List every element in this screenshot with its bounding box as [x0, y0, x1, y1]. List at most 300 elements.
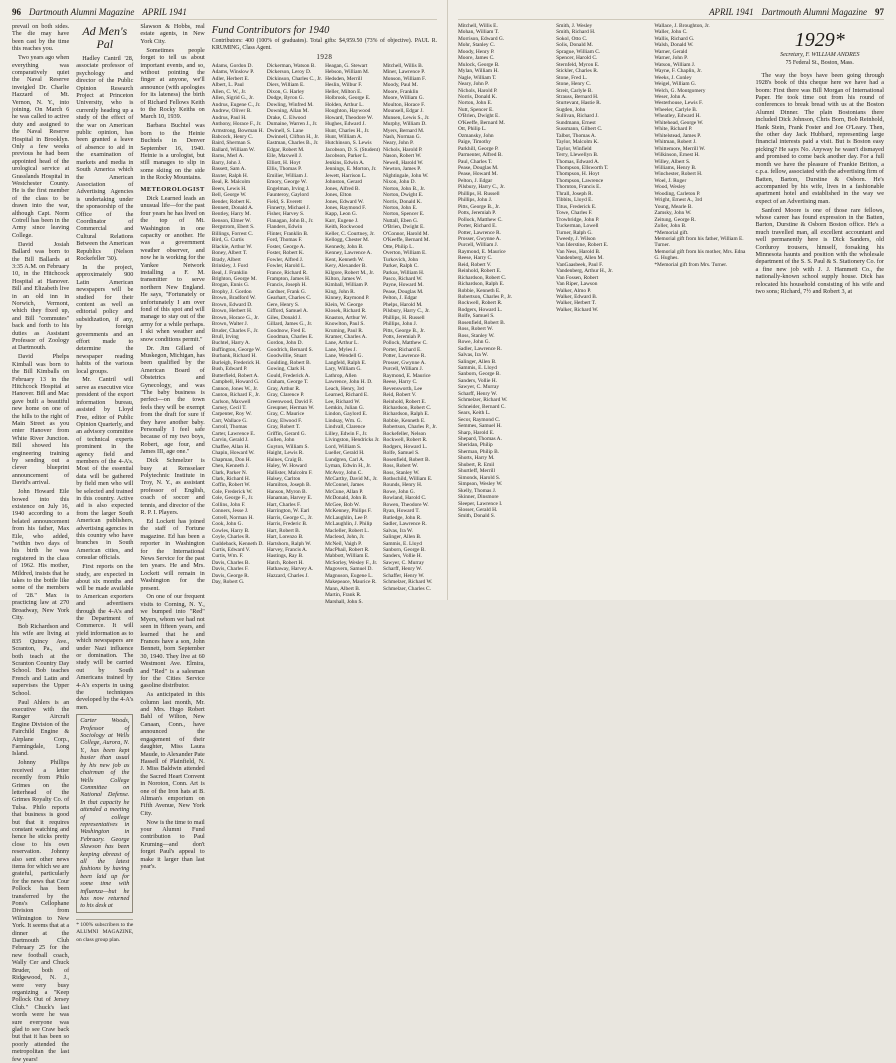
contributor-name: Lundgren, Carl A.: [325, 456, 365, 463]
contributor-name: Walker, Edward B.: [556, 294, 598, 301]
contributor-name: Skinner, Dinsmore: [458, 494, 499, 501]
contributor-name: McAvoy, John C.: [325, 469, 363, 476]
contributor-name: Heslin, Wilbur F.: [325, 82, 363, 89]
contributor-name: Hedsden, Merrill: [325, 75, 362, 82]
contributor-name: Taylor, Malcolm K.: [556, 139, 599, 146]
paragraph: Dick Learned leads an unusual life—for the past four years he has lived on the top of Mt. Washington in one capacity or another. He was a government weather observer, and now he is working for the Yankee Network installing a F. M. transmitter to serve northern New England. He says, "Fortunately or unfortunately I am over fond of this spot and will manage to stay out of the army for a while perhaps. I ski when weather and snow conditions permit.": [140, 194, 205, 343]
paragraph: Sanford Moore is one of those rare fellows, whose career has found expression in the Batten, Barton, Durstine & Osborn Boston office. He's a much travelled man, all excellent accountant and well permanently here is Dick Sanders, old Corduroy trousers, himself, forsaking his Minnesota haunts and position with the wholesale department of the S. S. Paul & S. Stationery Co. for a fine new job with J. J. Hammett Co., the nationally-known school supply house. Dick has relocated his household consisting of his wife and two sons; Richard, 7½ and Robert 3, at: [755, 206, 884, 296]
contributor-name: Sherman, Philip B.: [458, 448, 500, 455]
contributor-name: Goodrich, Bernard S.: [266, 346, 313, 353]
contributor-name: Nason, Robert W.: [382, 153, 422, 160]
contributor-name: Dwinnell, Clifton H., Jr.: [266, 133, 320, 140]
contributor-name: Giles, Donald J.: [266, 314, 302, 321]
contributor-name: Moore, James C.: [458, 55, 495, 62]
contributor-name: Moody, Paul M.: [382, 82, 418, 89]
contributor-name: Eile, Maxwell J.: [266, 153, 303, 160]
contributor-name: Conners, Jesse J.: [211, 508, 249, 515]
contributor-name: Heagan, G. Stewart: [325, 63, 368, 69]
contributor-name: Haines, Craig B.: [266, 456, 303, 463]
contributor-name: Simpson, Wesley W.: [458, 481, 503, 488]
contributor-name: Pilsbury, Harry C., Jr.: [458, 184, 505, 191]
paragraph: As anticipated in this column last month, Mr. and Mrs. Hugo Robert Bahl of Wilton, New Canaan, Conn., have announced the engagement of their daughter, Miss Laura Maude, to Alexander Pate Hassell of Plainfield, N. J. Miss Baldwin attended the Sacred Heart Convent in Noroton, Conn. Art is one of the Iron hats at B. Altman's emporium on Fifth Avenue, New York City.: [140, 691, 205, 817]
contributor-name: Lane, Wendell G.: [325, 353, 363, 360]
paragraph: Hadley Cantril '28, associate professor of psychology and director of the Public Opinion Research Project at Princeton University, who is currently heading up a study of the effect of the war on American public opinion, has been granted a leave of absence to aid in the examination of markets and media in South America which the American Association of Advertising Agencies is undertaking under the sponsorship of the Office of the Coordinator of Commercial and Cultural Relations Between the American Republics (Nelson Rockefeller '30).: [76, 55, 134, 262]
contributor-name: Curtis, Edward V.: [211, 546, 251, 553]
contributor-name: Lindon, Gaylord E.: [325, 411, 368, 418]
contributor-name: Halsey, Carlton: [266, 476, 301, 482]
contributor-name: Chen, Kenneth J.: [211, 463, 249, 470]
contributor-name: Stone, Fred L.: [556, 74, 588, 81]
contributor-name: MacPhail, Robert R.: [325, 546, 370, 553]
contributor-name: Wayne, F. Chaplin, Jr.: [654, 68, 702, 75]
contributor-name: Potts, Jeremiah P.: [458, 210, 497, 217]
contributor-name: Carpenter, Roy W.: [211, 411, 252, 418]
contributor-name: Rodgers, Howard L.: [382, 443, 427, 450]
contributor-name: Lane, Arthur L.: [325, 340, 359, 347]
contributor-name: Richardson, Ralph E.: [382, 411, 430, 418]
issue-right: APRIL 1941: [709, 7, 754, 17]
contributor-name: Bush, Edward P.: [211, 366, 248, 373]
contributor-name: Sadler, Lawrence R.: [458, 345, 502, 352]
contributor-name: Moore, William G.: [382, 95, 424, 102]
contributor-name: Billings, Forrest C.: [211, 230, 254, 237]
contributor-name: Keith, Rockwood: [325, 224, 364, 231]
contributor-name: Sugden, John: [556, 106, 586, 113]
contributor-name: Whitman, Robert J.: [654, 139, 697, 146]
contributor-name: Howard, Theodore W.: [325, 114, 373, 121]
contributor-name: Dixon, G. Harley: [266, 88, 305, 95]
contributor-name-column: [382, 63, 438, 592]
contributor-name: Macleod, John, Jr.: [325, 534, 365, 541]
contributor-name: Walker, Richard W.: [556, 306, 599, 313]
contributor-name: Van Ness, Harold B.: [556, 248, 601, 255]
contributor-name: Newell, Harold W.: [382, 159, 424, 166]
contributor-name: Karr, Eugene J.: [325, 217, 359, 224]
contributor-name: Thomas, Edward A.: [556, 158, 600, 165]
paragraph: The way the boys have been going through 1928's book of this cheque here we have had a boom: First there was Bill Morgan of International Paper. He took time out from his round of conferences to break bread with us at the Boston Alumni Dinner. The plain Bostonians there included Dick Johnson, Chris Born, Bob Reinhold, Hank Stein, Frank Foster and Joe O'Leary. Then, the other day Jack Hubbard, representing large financial interests paid a visit. But is Boston easy picking? He says No. Anyway he wasn't dismayed and promised to come back another day. For a full month we have the pleasure of Frankie Britton, a c.p.a. fellow, associated with the advertising firm of Batten, Barton, Durstine & Osborn. He's accompanied by his wife, lives in a fashionable apartment hotel and established in the way we expect of an Advertising man.: [755, 71, 884, 205]
contributor-name: Woel, J. Roger: [654, 177, 687, 184]
contributor-name: Flanagan, John B., Jr.: [266, 217, 314, 224]
contributor-name: Davis, Charles B.: [211, 559, 250, 566]
contributor-name: Purcell, William J.: [382, 366, 424, 373]
contributor-name: Young, Mearle B.: [654, 203, 693, 210]
contributor-name: Collins, John F.: [211, 501, 246, 508]
contributor-name: Brogan, Ennis G.: [211, 282, 250, 289]
secretary-address: 75 Federal St., Boston, Mass.: [785, 60, 854, 67]
contributor-name: Shorts, Harry M.: [458, 455, 495, 462]
contributor-name: McLaughlin, Lee P.: [325, 514, 368, 521]
contributor-name: Carroll, Thomas: [211, 424, 247, 431]
contributor-name: Robbie, Kenneth E.: [382, 417, 426, 424]
contributor-name: Mohr, Stanley C.: [458, 42, 495, 49]
contributor-name: Norton, Spencer E.: [382, 211, 425, 218]
contributor-name: Morrison, Edward G.: [458, 35, 505, 42]
contributor-name: Pease, Douglas M.: [458, 164, 499, 171]
contributor-name: Dwinell, S. Lane: [266, 127, 304, 134]
contributor-name: Revensworth, Lee: [382, 385, 423, 392]
contributor-name: Beal, R. Malcolm: [211, 179, 251, 186]
contributor-name: Chapin, Howard W.: [211, 450, 255, 457]
contributor-name: Vandenberg, Arthur H., Jr.: [556, 268, 613, 275]
journal-title-right: Dartmouth Alumni Magazine: [761, 7, 867, 17]
contributor-name: Jewett, Harrison L.: [325, 172, 367, 179]
contributor-name: *Memorial gift.: [654, 229, 689, 236]
contributor-name: Brady, Albert: [211, 256, 241, 263]
contributor-name: Foster, Robert K.: [266, 250, 305, 257]
contributor-name: Wilkinson, Ernest H.: [654, 152, 700, 159]
contributor-name: Van Iderstine, Robert E.: [556, 242, 609, 249]
contributor-name: Van Riper, Lawson: [556, 281, 598, 288]
contributor-name: Buchtel, Harry A.: [211, 340, 251, 347]
contributor-name: Mann, Albert B.: [325, 585, 361, 592]
contributor-name: Sternfeld, Myron E.: [556, 61, 600, 68]
contributor-name: Secor, Raymond C.: [458, 416, 501, 423]
contributor-name: Jones, Raymond F.: [325, 204, 367, 211]
contributor-name: Rolfe, Samuel S.: [458, 313, 495, 320]
contributor-name: Smith, J. Wesley: [556, 23, 593, 29]
contributor-name: Gray, C. Maurice: [266, 411, 305, 418]
contributor-name: Baird, Sherman S.: [211, 140, 252, 147]
contributor-name: McSorley, Wesley F., Jr.: [325, 559, 378, 566]
contributor-name: Gowing, Clark H.: [266, 366, 306, 373]
contributor-name: Lilley, Edwin F., Jr.: [325, 430, 368, 437]
contributor-name: Murphy, William D.: [382, 121, 427, 128]
contributor-name: Payne, Howard M.: [382, 282, 424, 289]
contributor-name: King, John R.: [325, 288, 356, 295]
contributor-name: Mulock, George B.: [458, 61, 500, 68]
contributor-name: Wallace, J. Broughton, Jr.: [654, 23, 710, 29]
contributor-name: Bird, G. Curtis: [211, 237, 244, 244]
contributor-name: Parkus, William H.: [382, 269, 425, 276]
contributor-name: Scharff, Henry W.: [382, 566, 423, 573]
contributor-name: Drake, C. Elwood: [266, 114, 306, 121]
contributor-name: Jacobson, Parker L.: [325, 153, 368, 160]
contributor-name: Hartshorn, Ralph W.: [266, 540, 312, 547]
contributor-name: Langfeld, Ralph E.: [325, 359, 367, 366]
contributor-name-column: [654, 23, 749, 598]
contributor-name: Benson, Elmer W.: [211, 217, 251, 224]
contributor-name: Neary, John P.: [458, 81, 489, 88]
contributor-name: Rutledge, John R.: [382, 514, 422, 521]
contributor-name: Pitts, George B., Jr.: [382, 327, 425, 334]
contributor-name: Jones, Elton: [325, 192, 352, 199]
contributor-name: Tuckerman, Lowell: [556, 223, 599, 230]
contributor-name: McCune, Allan P.: [325, 488, 364, 495]
contributor-name: Dowling, Winfred M.: [266, 101, 314, 108]
contributor-name: Johnston, Gerard: [325, 179, 362, 186]
contributor-name: Adler, Herbert E.: [211, 75, 249, 82]
contributor-name: Jones, Alfred B.: [325, 185, 360, 192]
contributor-name: Trowbridge, John P.: [556, 216, 600, 223]
contributor-name: Allen, Sigrid G., Jr.: [211, 95, 254, 102]
contributor-name: Magovern, Samuel D.: [325, 566, 373, 573]
contributor-name: Scharff, Henry W.: [458, 390, 498, 397]
contributor-name: Whitehead, George W.: [654, 119, 704, 126]
contributor-name: Holden, Arthur L.: [325, 101, 364, 108]
contributor-name: Rowland, Harold C.: [382, 495, 427, 502]
paragraph: Paul Ahlers is an executive with the Ranger Aircraft Engine Division of the Fairchild Engine & Airplane Corp., Farmingdale, Long Island.: [12, 698, 70, 758]
contributor-name: Brown, Edward D.: [211, 301, 253, 308]
contributor-name: Armstrong, Bowman H.: [211, 127, 264, 134]
contributor-name: Learned, Richard E.: [325, 392, 369, 399]
contributor-name: Eastman, Charles B., Jr.: [266, 140, 319, 147]
contributor-name: Smith, Richard H.: [556, 29, 596, 36]
contributor-name: Fowler, Alfred J.: [266, 256, 304, 263]
contributor-name: Ryan, Howard T.: [382, 508, 420, 515]
contributor-name: Wooding, Carleton P.: [654, 190, 701, 197]
contributor-name: Goodnow, Fred E.: [266, 327, 307, 334]
contributor-name: Ross, Robert W.: [382, 463, 418, 470]
contributor-name: Klosek, Richard R.: [325, 308, 367, 315]
contributor-name: Hastings, Ray B.: [266, 553, 304, 560]
contributor-name: Salvas, Ira W.: [382, 527, 413, 534]
contributor-name: Walker, Almo P.: [556, 287, 592, 294]
contributor-name: Knaston, Arthur W.: [325, 314, 368, 321]
contributor-name: Lindsay, Wm. G.: [325, 417, 362, 424]
contributor-name: Carney, Cecil T.: [211, 405, 247, 412]
left-columns: [12, 23, 438, 1063]
contributor-name: Tweedy, J. Wilson: [556, 235, 596, 242]
section-title-ad-mens-pal: Ad Men's Pal: [82, 24, 128, 51]
contributor-name: Zoller, John B.: [654, 223, 687, 230]
contributor-name: Chapman, Don H.: [211, 456, 251, 463]
contributor-name: Lord, William S.: [325, 443, 362, 450]
contributor-name: Wright, Ernest A., 3rd: [654, 197, 703, 204]
contributor-name: Field, S. Everett: [266, 198, 302, 205]
contributor-name: Gearhart, Charles C.: [266, 295, 312, 302]
contributor-name: Dickerman, Watson B.: [266, 63, 316, 69]
contributor-name: Taylor, Winfield: [556, 145, 592, 152]
contributor-name: Norris, Donald K.: [382, 198, 422, 205]
fund-intro: Contributors: 400 (100% of graduates). Total gifts: $4,959.50 (73% of objective). PAUL R. KRUMING, Class Agent.: [211, 38, 438, 51]
contributor-name: Andrus, Eugene C., Jr.: [211, 101, 261, 108]
contributor-name: Norton, John E.: [382, 204, 418, 211]
contributor-name: Blackie, Arthur W.: [211, 243, 253, 250]
contributor-name: Potts, Jeremiah P.: [382, 334, 421, 341]
contributor-name: Whittemore, Merrill W.: [654, 145, 706, 152]
issue-left: APRIL 1941: [142, 7, 187, 17]
contributor-name: Engelman, Irving J.: [266, 185, 310, 192]
paragraph: Bob Richardson and his wife are living at 835 Quincy Ave., Scranton, Pa., and both teach at the Scranton Country Day School. Bob teaches French and Latin and supervises the Upper School.: [12, 623, 70, 697]
contributor-name: Brown, Walter J.: [211, 321, 249, 328]
contributor-name: Westerhouse, Lewis F.: [654, 100, 703, 107]
contributor-name: Salinger, Allen B.: [382, 534, 422, 541]
contributor-name: Haley, W. Howard: [266, 463, 307, 470]
left-column-1: [12, 23, 70, 1063]
contributor-name: Memorial gift from his father, William E. Turner.: [654, 235, 744, 249]
contributor-name: Nutt, Spencer E.: [458, 106, 494, 113]
contributor-name: Lane, Myles J.: [325, 346, 357, 353]
paragraph: Two years ago when everything was comparatively quiet the Naval Reserve inveigled Dr. Charlie Hazzard of Mt. Vernon, N. Y., into joining. On March 6 he was called to active duty and assigned to the Naval Reserve Hospital in Brooklyn. Only a few weeks previous he had been appointed head of the urological service at Grasslands Hospital in Westchester County. He is the first member of the class to be drawn into the war, although Capt. Norm Cotrell has been in the Army since leaving College.: [12, 54, 70, 239]
contributor-name: Terry, Llewellyn B.: [556, 152, 599, 159]
footnote: * 100% subscribers to the ALUMNI MAGAZINE, on class group plan.: [76, 919, 133, 944]
contributor-name: Shubert, R. Emil: [458, 461, 495, 468]
contributor-name: Kellogg, Chester M.: [325, 237, 370, 244]
contributor-name: Pilsbury, Harry C., Jr.: [382, 308, 430, 315]
contributor-name-column: [211, 63, 264, 586]
contributor-name: Carlson, Maxwell: [211, 398, 251, 405]
contributor-name: Sheridan, Philip: [458, 442, 493, 449]
contributor-name: Prosser, Gwynne A.: [382, 359, 426, 366]
contributor-name: Kennedy, John B.: [325, 243, 364, 250]
contributor-name: Watson, William J.: [654, 61, 696, 68]
subhead-meteorologist: METEOROLOGIST: [140, 185, 205, 193]
contributor-name: Otte, Philip L.: [382, 243, 414, 250]
contributor-name: Richardson, Robert C.: [382, 405, 432, 412]
contributor-name: Phillips, John J.: [382, 321, 418, 328]
contributor-name: Kruming, Paul R.: [325, 327, 364, 334]
contributor-name: Canton, Richard F., Jr.: [211, 392, 260, 399]
contributor-name: Griffin, Gerard G.: [266, 430, 306, 437]
contributor-name: Phillips, John J.: [458, 197, 493, 204]
contributor-name: O'Brien, Dwight E.: [458, 113, 500, 120]
contributor-name: Rockwell, Robert R.: [382, 437, 428, 444]
contributor-name: Phelps, Harold M.: [382, 301, 423, 308]
contributor-name: France, Richard R.: [266, 269, 308, 276]
contributor-name: Sharp, Harold E.: [458, 429, 495, 436]
contributor-name: Reid, Robert V.: [458, 261, 492, 268]
contributor-name: Mylan, William H.: [458, 68, 499, 75]
contributor-name: Ross, Stanley W.: [458, 332, 495, 339]
contributor-name: Harris, George C., Jr.: [266, 514, 313, 521]
contributor-name: Boney, Albert T.: [211, 250, 248, 257]
contributor-name: Hart, Lorenzo B.: [266, 534, 304, 541]
contributor-name: Porter, Richard E.: [458, 223, 497, 230]
contributor-name: Schaffer, Henry W.: [382, 572, 425, 579]
contributor-name: Brown, Horace G., Jr.: [211, 314, 259, 321]
contributor-name: Anthony, Horace F., Jr.: [211, 121, 262, 128]
contributor-name: Francis, Joseph H.: [266, 282, 307, 289]
contributor-name: Sokol, Otto C.: [556, 35, 588, 42]
contributor-name: Beers, Lewis H.: [211, 185, 247, 192]
contributor-name: Nichols, Harold P.: [458, 87, 498, 94]
contributor-name: Salvas, Ira W.: [458, 352, 488, 359]
contributor-name: Weeks, J. Conley: [654, 74, 692, 81]
contributor-name: Baxter, Ralph H.: [211, 172, 249, 179]
class-year-1929: 1929*: [794, 29, 845, 51]
class-secretary: Secretary, F. WILLIAM ANDRES: [780, 52, 860, 58]
contributor-name: Strauss, Bernard H.: [556, 93, 599, 100]
contributor-name: Cannon, Jones W., Jr.: [211, 385, 259, 392]
contributor-name: Zeitung, George R.: [654, 216, 696, 223]
contributor-name: Sawyer, C. Murray: [458, 384, 500, 391]
contributor-name: Stickler, Charles R.: [556, 68, 599, 75]
contributor-name: Bassett, Sam A.: [211, 166, 246, 173]
contributor-name: Thrall, Joseph R.: [556, 190, 594, 197]
contributor-name: O'Keeffe, Bernard M.: [382, 237, 430, 244]
contributor-name: *Memorial gift from Mrs. Turner.: [654, 261, 728, 268]
fund-contributors-section: [211, 23, 438, 605]
contributor-name: Downing, Allan M.: [266, 108, 309, 115]
contributor-name: Pelton, J. Edgar: [458, 177, 493, 184]
contributor-name: Reid, Robert V.: [382, 392, 417, 399]
contributor-name: Kilgore, Robert M., Jr.: [325, 269, 375, 276]
contributor-name: Rodgers, Howard L.: [458, 306, 503, 313]
contributor-name: Wallis, Richard G.: [654, 35, 695, 42]
contributor-name: Williams, Henry B.: [654, 164, 697, 171]
paragraph: First reports on the study, are expected in about six months and will be made available to American exporters and advertisers through the 4-A's and the Department of Commerce. It will yield information as to which newspapers are under Nazi influence or domination. The study will be carried out by South Americans trained by 4-A's experts in using the techniques developed by the 4-A's men.: [76, 563, 134, 711]
contributor-name: Rowen, Theodore W.: [382, 501, 429, 508]
contributor-name: Lyman, Edwin H., Jr.: [325, 463, 372, 470]
contributor-name: Sanders, Vollie H.: [458, 377, 498, 384]
contributor-name: Kenney, Lawrence A.: [325, 250, 372, 257]
contributor-name-column: [267, 63, 322, 583]
contributor-name: Adams, Winslow P.: [211, 69, 254, 76]
contributor-name: McKenney, Philips F.: [325, 508, 372, 515]
contributor-name: Schmelzer, Richard W.: [382, 579, 433, 586]
contributor-name: Elliott, H. Hoyt: [266, 159, 301, 166]
contributor-name: Pitts, George B., Jr.: [458, 203, 500, 210]
contributor-name: Cowles, Harry B.: [211, 527, 250, 534]
left-column-3: [140, 23, 205, 871]
contributor-name: Andrew, Oliver B.: [211, 108, 252, 115]
contributor-name: Ross, Stanley W.: [382, 469, 420, 476]
paragraph: In the project, approximately 900 Latin American newspapers will be studied for their content as well as editorial policy and subsidization, if any, by foreign governments and an effort made to determine the newspaper reading habits of the various local groups.: [76, 263, 134, 375]
contributor-name: Wheatley, Edward H.: [654, 113, 701, 120]
contributor-name: Keller, C. Courtney, Jr.: [325, 230, 375, 237]
contributor-name: Gray, Arthur R.: [266, 385, 301, 392]
contributor-name: Moore, Franklin: [382, 88, 419, 95]
contributor-name: Cook, John G.: [211, 521, 243, 528]
contributor-name: Reese, Harry C.: [458, 255, 493, 262]
contributor-name: Parker, Ralph C.: [382, 263, 419, 270]
contributor-name: Gifford, Samuel A.: [266, 308, 309, 315]
contributor-name: Fisher, Harvey S.: [266, 211, 305, 218]
contributor-name: Sanders, Vollie H.: [382, 553, 422, 560]
contributor-name: Norton, John B., Jr.: [382, 185, 426, 192]
contributor-name: Sanborn, George B.: [458, 371, 501, 378]
contributor-name: Bruder, Charles F., Jr.: [211, 327, 259, 334]
contributor-name: Nichols, Harold P.: [382, 146, 423, 153]
contributor-name: Kimball, William P.: [325, 282, 368, 289]
contributor-name: Nash, Norman G.: [382, 133, 421, 140]
contributor-name: Thompson, Lawrence: [556, 177, 604, 184]
contributor-name: Barry, John J.: [211, 159, 242, 166]
paragraph: Mr. Cantril will serve as executive vice president of the export information bureau, assisted by Lloyd Free, editor of Public Opinion Quarterly, and an advisory committee of technical experts prominent in the agency field and members of the 4-A's. Most of the essential data will be gathered by field men who will be selected and trained in this country. Active aid is also expected from the larger South American publishers, advertising agencies in this country who have branches in South American cities, and consular officials.: [76, 376, 134, 562]
paragraph: Barbara Buchtel was born to the Heinie Buchtels in Denver September 16, 1940. Heinie is a urologist, but still manages to slip in some skiing on the side in the Rocky Mountains.: [140, 122, 205, 182]
contributor-name: Flinter, Franklin B.: [266, 230, 309, 237]
contributor-name: Lathrop, Allen: [325, 372, 357, 379]
contributor-name: Allen, C. W., Jr.: [211, 88, 247, 95]
contributor-name: Phillips, H. Russell: [382, 314, 425, 321]
contributor-name: Robbie, Kenneth E.: [458, 287, 501, 294]
contributor-name: Sammis, E. Lloyd: [458, 365, 497, 372]
contributor-name: Moulton, Horace F.: [382, 101, 426, 108]
contributor-name: Raymond, E. Maurice: [458, 248, 506, 255]
contributor-name: Rockwell, Robert R.: [458, 300, 503, 307]
paragraph: prevail on both sides. The die may have been cast by the time this reaches you.: [12, 23, 70, 53]
contributor-name: Albert, L. Paul: [211, 82, 244, 89]
contributor-name: Pasco, Richard W.: [382, 275, 423, 282]
contributor-name: Robertson, Charles P., Jr.: [382, 424, 438, 431]
contributor-name: Cole, George F., Jr.: [211, 495, 254, 502]
contributor-name: Semmes, Samuel H.: [458, 423, 502, 430]
contributor-name: Foster, George A.: [266, 243, 305, 250]
contributor-name: Nixon, John D.: [382, 179, 416, 186]
contributor-name: Gullen, John: [266, 437, 295, 444]
contributor-name-column: [458, 23, 553, 598]
contributor-name: Van Fossen, Robert: [556, 274, 599, 281]
contributor-name: Makepeace, Maurice R.: [325, 579, 377, 586]
contributor-name: Sears, Keith L.: [458, 410, 491, 417]
contributor-name: Cotrell, Norman H.: [211, 514, 254, 521]
contributor-name: Reinhold, Robert E.: [382, 398, 427, 405]
contributor-name: Gray, Robert T.: [266, 424, 301, 431]
contributor-name: Hamilton, Joseph B.: [266, 482, 311, 489]
contributor-name: Porter, Richard E.: [382, 346, 422, 353]
boxed-note: Carter Woods, Professor of Sociology at Wells College, Aurora, N. Y., has been kept busier than usual by his new job as chairman of the Wells College Committee on National Defense. In that capacity he attended a meeting of college representatives in Washington in February. George Slawson has been keeping abreast of all the latest fashions by having been laid up for some time with influenza—but he has now returned to his desk at: [76, 714, 133, 913]
contributor-name-column: [556, 23, 651, 598]
